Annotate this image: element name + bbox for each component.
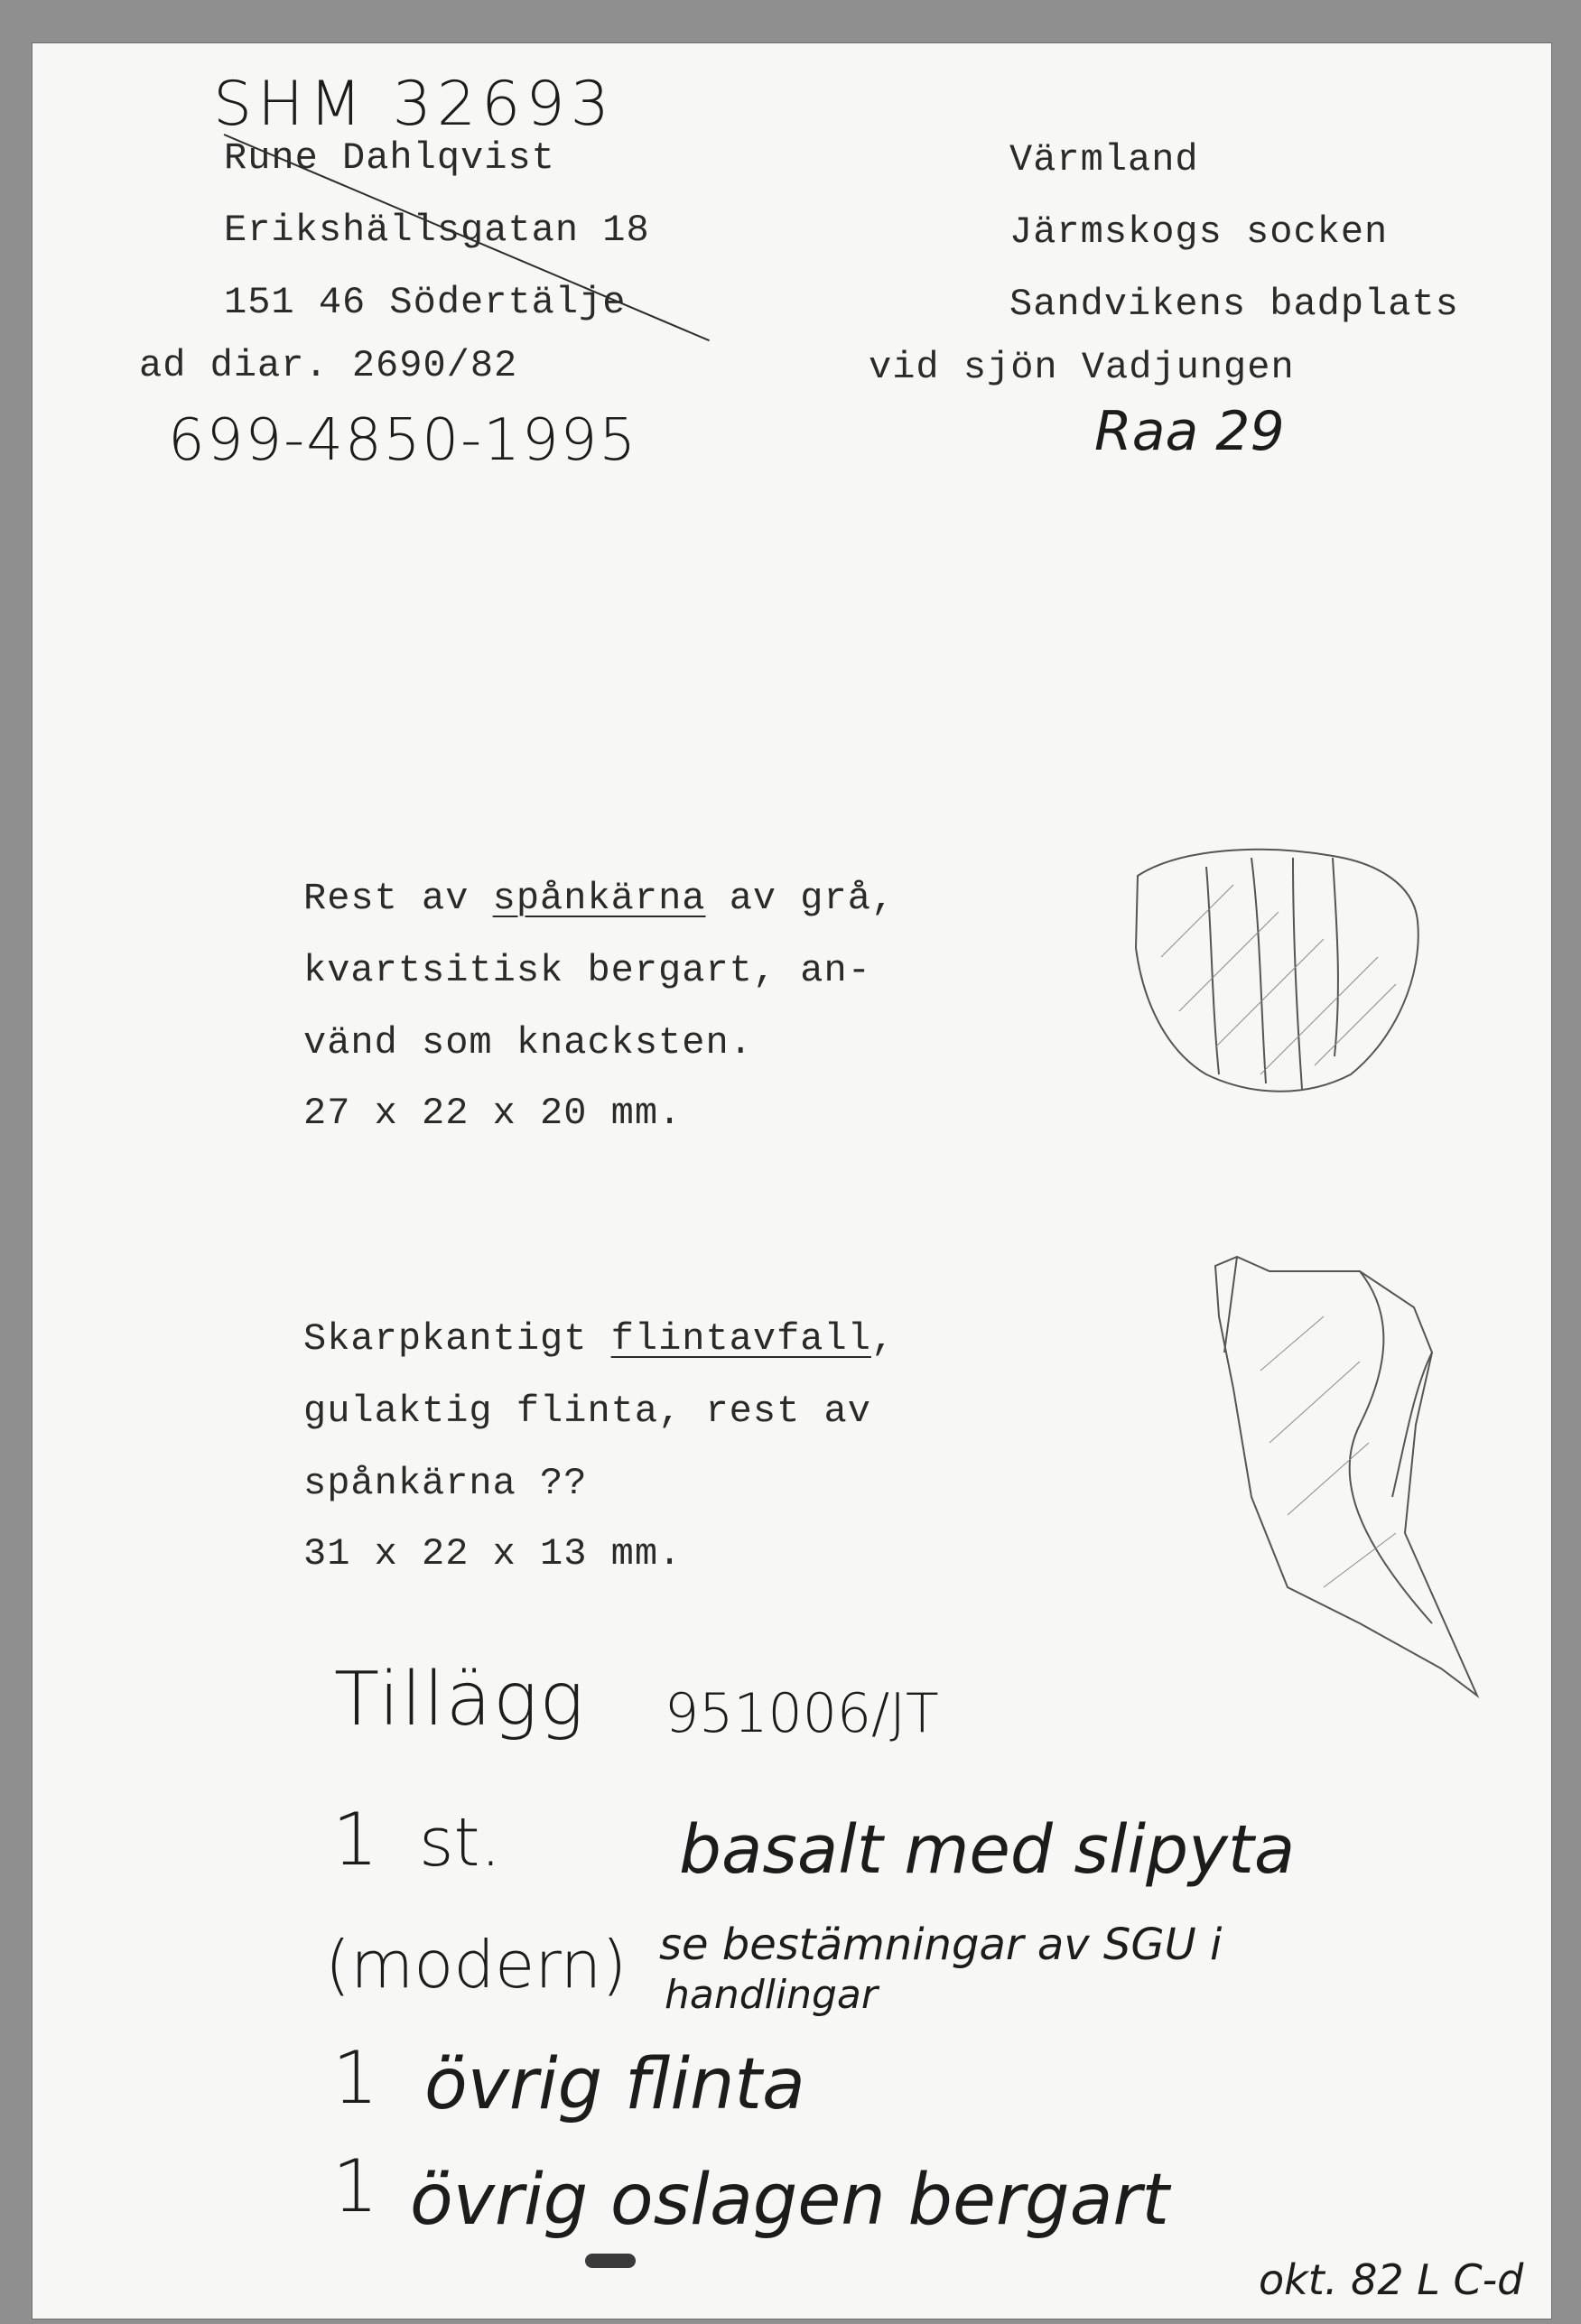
item3-text: övrig oslagen bergart bbox=[410, 2160, 1170, 2241]
find2-line2: gulaktig flinta, rest av bbox=[303, 1390, 871, 1433]
diary-number: ad diar. 2690/82 bbox=[139, 344, 518, 387]
site-province: Värmland bbox=[1009, 138, 1199, 181]
item1-reference-cont: handlingar bbox=[665, 1972, 878, 2018]
item1-note: (modern) bbox=[325, 1927, 628, 2003]
item1-reference: se bestämningar av SGU i bbox=[659, 1920, 1223, 1970]
catalog-number: SHM 32693 bbox=[213, 69, 615, 140]
site-lake: vid sjön Vadjungen bbox=[869, 346, 1295, 389]
site-parish: Järmskogs socken bbox=[1009, 210, 1389, 254]
item1-text: basalt med slipyta bbox=[679, 1811, 1296, 1889]
find1-dimensions: 27 x 22 x 20 mm. bbox=[303, 1092, 683, 1135]
footer-signature: okt. 82 L C-d bbox=[1259, 2255, 1524, 2304]
raa-number: Raa 29 bbox=[1094, 400, 1285, 463]
flint-flake-sketch-icon bbox=[1179, 1244, 1504, 1714]
find2-dimensions: 31 x 22 x 13 mm. bbox=[303, 1532, 683, 1576]
sender-name: Rune Dahlqvist bbox=[224, 136, 555, 180]
find1-line1: Rest av spånkärna av grå, bbox=[303, 877, 896, 920]
catalog-card bbox=[33, 43, 1551, 2319]
find2-line1: Skarpkantigt flintavfall, bbox=[303, 1317, 896, 1361]
find2-type-term: flintavfall bbox=[610, 1317, 871, 1361]
sender-street: Erikshällsgatan 18 bbox=[224, 209, 650, 252]
item2-text: övrig flinta bbox=[424, 2044, 805, 2125]
find1-line2: kvartsitisk bergart, an- bbox=[303, 949, 871, 992]
addendum-date-signature: 951006/JT bbox=[665, 1682, 939, 1745]
find1-type-term: spånkärna bbox=[492, 877, 706, 920]
sender-postal: 151 46 Södertälje bbox=[224, 281, 627, 324]
scan-mark bbox=[585, 2254, 636, 2268]
item2-count: 1 bbox=[332, 2036, 378, 2120]
file-reference: 699-4850-1995 bbox=[168, 407, 638, 474]
item3-count: 1 bbox=[332, 2144, 378, 2228]
item1-unit: st. bbox=[419, 1804, 502, 1882]
find2-line3: spånkärna ?? bbox=[303, 1462, 588, 1505]
find1-line3: vänd som knacksten. bbox=[303, 1021, 753, 1064]
stone-core-sketch-icon bbox=[1125, 831, 1432, 1102]
addendum-title: Tillägg bbox=[334, 1657, 586, 1743]
item1-count: 1 bbox=[332, 1798, 378, 1882]
site-place: Sandvikens badplats bbox=[1009, 283, 1459, 326]
